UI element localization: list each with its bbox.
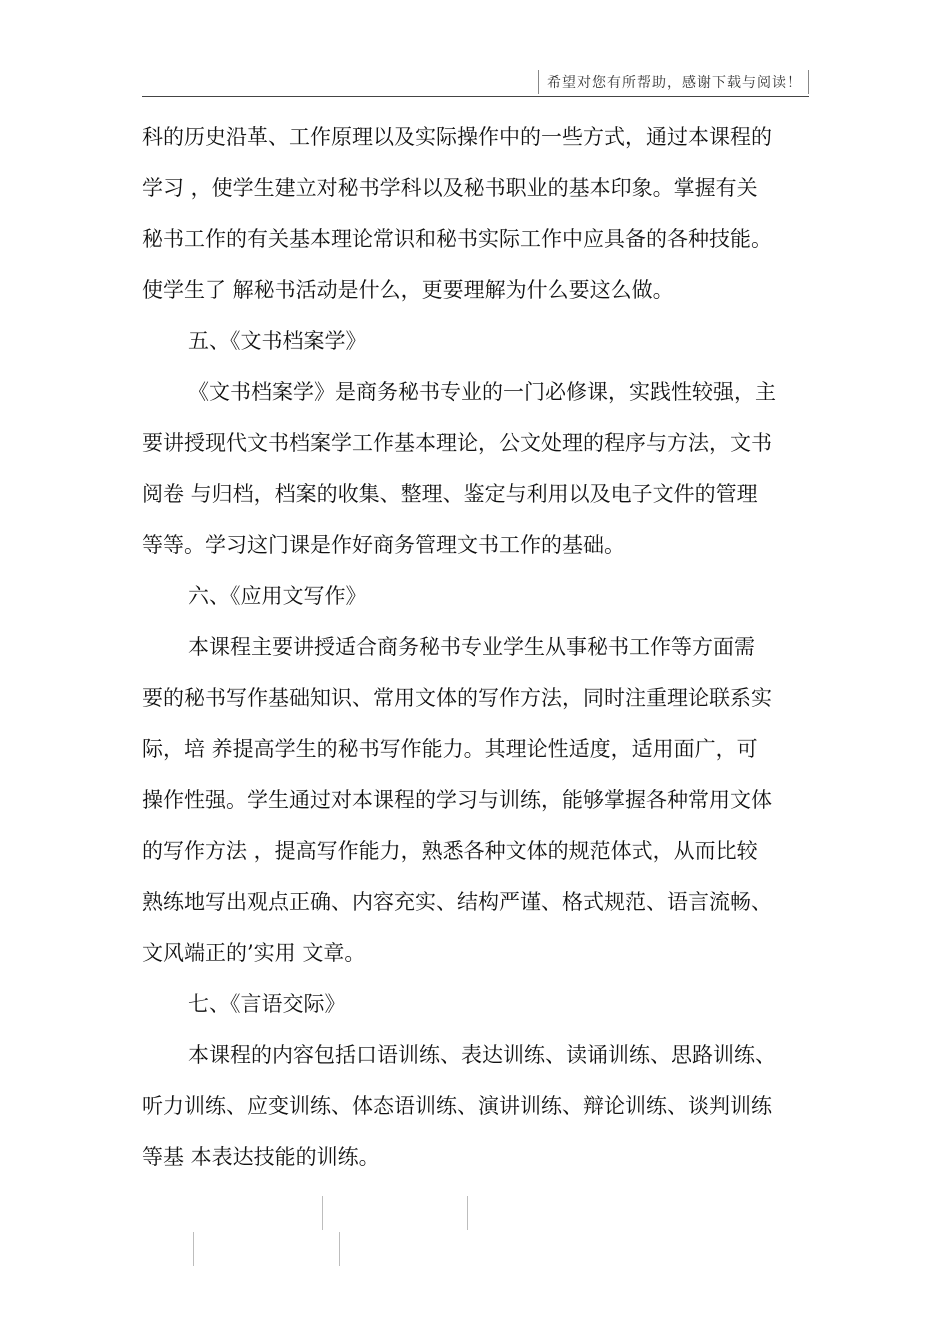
divider-line: [467, 1196, 468, 1230]
divider-line: [322, 1196, 323, 1230]
body-line: 熟练地写出观点正确、内容充实、结构严谨、格式规范、语言流畅、: [142, 890, 772, 914]
section-heading-5: 五、《文书档案学》: [188, 329, 367, 353]
body-line: 学习 ，使学生建立对秘书学科以及秘书职业的基本印象。掌握有关: [142, 176, 758, 200]
body-line: 本课程的内容包括口语训练、表达训练、读诵训练、思路训练、: [188, 1043, 776, 1067]
body-line: 科的历史沿革、工作原理以及实际操作中的一些方式，通过本课程的: [142, 125, 772, 149]
body-line: 阅卷 与归档，档案的收集、整理、鉴定与利用以及电子文件的管理: [142, 482, 758, 506]
body-line: 使学生了 解秘书活动是什么，更要理解为什么要这么做。: [142, 278, 674, 302]
body-line: 际，培 养提高学生的秘书写作能力。其理论性适度，适用面广，可: [142, 737, 758, 761]
section-heading-7: 七、《言语交际》: [188, 992, 346, 1016]
body-line: 本课程主要讲授适合商务秘书专业学生从事秘书工作等方面需: [188, 635, 755, 659]
header-note: 希望对您有所帮助，感谢下载与阅读！: [538, 70, 809, 94]
body-line: 操作性强。学生通过对本课程的学习与训练，能够掌握各种常用文体: [142, 788, 772, 812]
document-body: [142, 112, 812, 1183]
body-line: 要的秘书写作基础知识、常用文体的写作方法，同时注重理论联系实: [142, 686, 772, 710]
body-line: 秘书工作的有关基本理论常识和秘书实际工作中应具备的各种技能。: [142, 227, 772, 251]
section-heading-6: 六、《应用文写作》: [188, 584, 367, 608]
page-header: [142, 64, 809, 97]
body-line: 听力训练、应变训练、体态语训练、演讲训练、辩论训练、谈判训练: [142, 1094, 772, 1118]
body-line: 文风端正的’实用 文章。: [142, 941, 366, 965]
body-line: 要讲授现代文书档案学工作基本理论，公文处理的程序与方法，文书: [142, 431, 772, 455]
body-line: 等基 本表达技能的训练。: [142, 1145, 380, 1169]
divider-line: [193, 1232, 194, 1266]
divider-line: [339, 1232, 340, 1266]
body-line: 《文书档案学》是商务秘书专业的一门必修课，实践性较强，主: [188, 380, 776, 404]
body-line: 等等。学习这门课是作好商务管理文书工作的基础。: [142, 533, 625, 557]
body-line: 的写作方法 ，提高写作能力，熟悉各种文体的规范体式，从而比较: [142, 839, 758, 863]
